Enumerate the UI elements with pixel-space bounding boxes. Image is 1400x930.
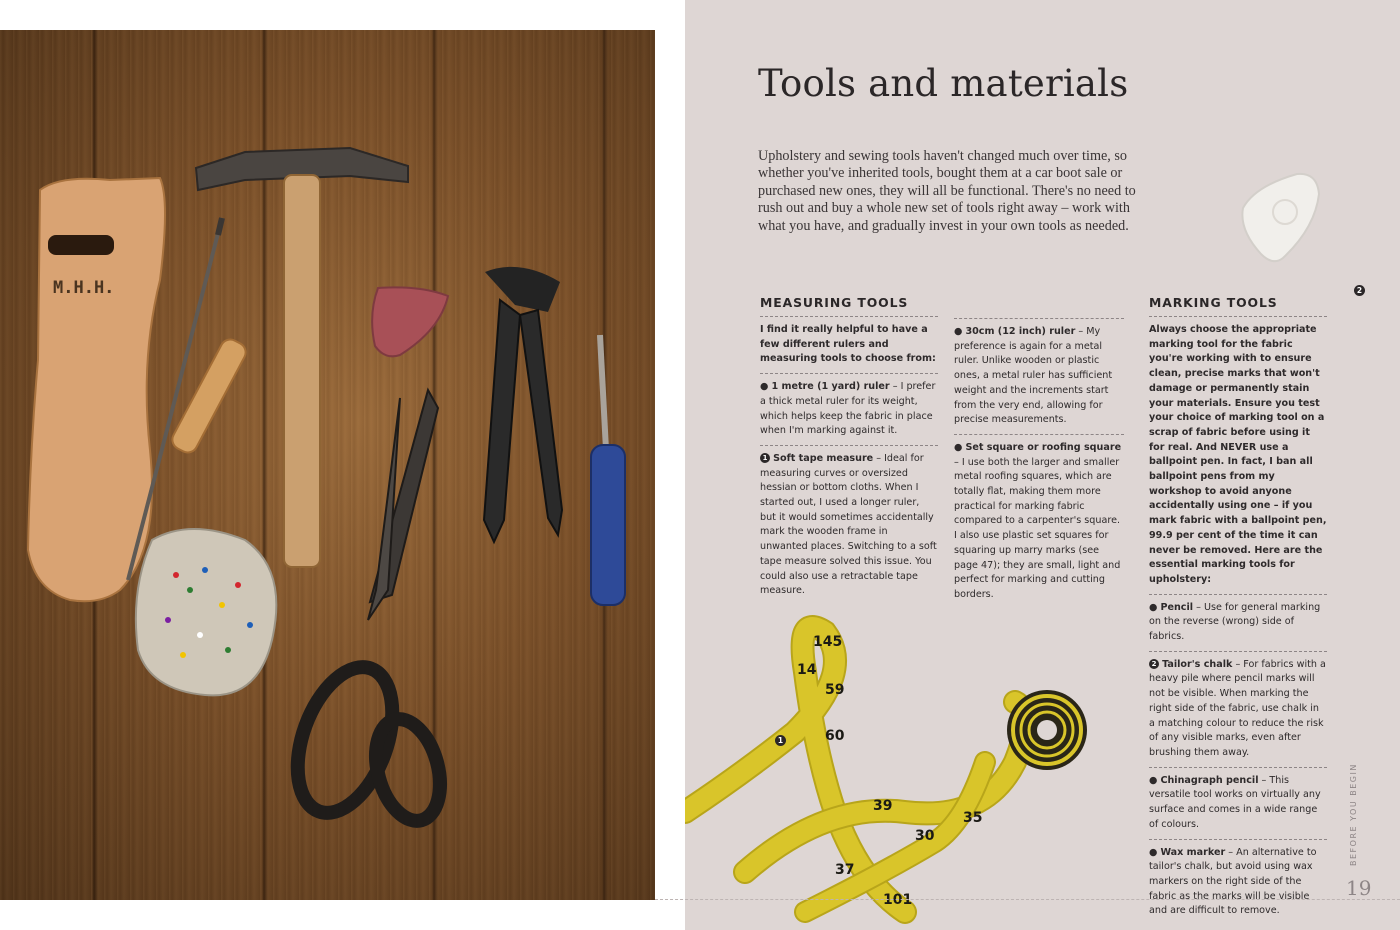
tape-measure-illustration xyxy=(685,612,1105,930)
item-text: – This versatile tool works on virtually any surface and comes in a wide range of colours. xyxy=(1149,774,1321,830)
bullet-marker: ● xyxy=(1149,846,1158,858)
tape-number: 101 xyxy=(883,892,913,908)
tack-lifter xyxy=(591,335,625,605)
tape-number: 35 xyxy=(963,810,983,826)
tools-illustration xyxy=(0,30,655,900)
item-name: Wax marker xyxy=(1160,846,1226,858)
bullet-marker: ● xyxy=(954,441,963,453)
webbing-stretcher xyxy=(28,178,165,601)
tape-number: 37 xyxy=(835,862,855,878)
tailors-chalk-illustration xyxy=(1235,168,1335,268)
measuring-tools-column xyxy=(760,295,938,605)
pincers xyxy=(484,267,562,542)
page-number: 19 xyxy=(1346,876,1372,900)
tape-number: 59 xyxy=(825,682,845,698)
item-name: Chinagraph pencil xyxy=(1160,774,1259,786)
marking-item xyxy=(1149,658,1327,761)
item-text: – I use both the larger and smaller metal roofing squares, which are totally flat, making them more practical for marking fabric compared to a carpenter's square. I also use plastic set squares for squaring up marry marks (see page 47); they are small, light and perfect for marking and cutting borders. xyxy=(954,456,1121,600)
footer-rule xyxy=(655,899,1400,900)
item-name: Soft tape measure xyxy=(773,452,874,464)
tape-number: 14 xyxy=(797,662,817,678)
marking-intro: Always choose the appropriate marking tool for the fabric you're working with to ensure clean, precise marks that won't damage or permanently stain your materials. Ensure you test your choice of marking tool on a scrap of fabric before using it for real. And NEVER use a ballpoint pen. In fact, I ban all ballpoint pens from my workshop to avoid anyone accidentally using one – if you mark fabric with a ballpoint pen, 99.9 per cent of the time it can never be removed. Here are the essential marking tools for upholstery: xyxy=(1149,324,1327,585)
divider xyxy=(1149,316,1327,317)
item-text: – My preference is again for a metal ruler. Unlike wooden or plastic ones, a metal ruler has sufficient weight and the increments start from the very end, allowing for precise measurements. xyxy=(954,326,1113,426)
tape-number: 30 xyxy=(915,828,935,844)
marking-item xyxy=(1149,774,1327,833)
divider xyxy=(1149,839,1327,840)
measuring-item xyxy=(760,380,938,439)
divider xyxy=(760,316,938,317)
divider xyxy=(760,445,938,446)
divider xyxy=(1149,594,1327,595)
item-name: 30cm (12 inch) ruler xyxy=(965,326,1076,337)
item-name: Tailor's chalk xyxy=(1162,658,1233,670)
marking-item xyxy=(1149,601,1327,645)
measuring-item xyxy=(954,441,1124,603)
tape-number: 39 xyxy=(873,798,893,814)
tape-number: 145 xyxy=(813,634,843,650)
pin-cushion xyxy=(136,529,276,695)
bullet-marker: ● xyxy=(954,326,963,337)
number-marker: 1 xyxy=(760,453,770,463)
item-text: – Use for general marking on the reverse (wrong) side of fabrics. xyxy=(1149,601,1321,643)
wooden-handle xyxy=(169,336,249,456)
text-page xyxy=(685,0,1400,930)
divider xyxy=(1149,651,1327,652)
red-chalk xyxy=(372,287,448,356)
chalk-callout: 2 xyxy=(1354,285,1365,296)
divider xyxy=(954,434,1124,435)
divider xyxy=(760,373,938,374)
measuring-tools-column-continued xyxy=(954,318,1124,609)
measuring-intro: I find it really helpful to have a few different rulers and measuring tools to choose from: xyxy=(760,324,936,365)
intro-paragraph: Upholstery and sewing tools haven't changed much over time, so whether you've inherited tools, bought them at a car boot sale or purchased new ones, they will all be functional. There's no need to rush out and buy a whole new set of tools right away – work with what you have, and gradually invest in your own tools as needed. xyxy=(758,148,1136,234)
marking-tools-column xyxy=(1149,295,1327,925)
item-text: – Ideal for measuring curves or oversized hessian or bottom cloths. When I started out, I used a longer ruler, but it would sometimes accidentally mark the wooden frame in unwanted places. Switching to a soft tape measure solved this issue. You could also use a retractable tape measure. xyxy=(760,452,937,597)
item-text: – I prefer a thick metal ruler for its weight, which helps keep the fabric in place when I'm marking against it. xyxy=(760,381,936,437)
number-marker: 2 xyxy=(1149,659,1159,669)
marking-tools-heading: MARKING TOOLS xyxy=(1149,295,1278,310)
item-name: Set square or roofing square xyxy=(965,441,1122,453)
bullet-marker: ● xyxy=(1149,774,1158,786)
tape-number: 60 xyxy=(825,728,845,744)
section-side-label: BEFORE YOU BEGIN xyxy=(1349,763,1358,866)
divider xyxy=(954,318,1124,319)
bullet-marker: ● xyxy=(760,381,769,393)
tools-photograph xyxy=(0,30,655,900)
page-title: Tools and materials xyxy=(758,62,1129,105)
item-text: – An alternative to tailor's chalk, but avoid using wax markers on the right side of the fabric as the marks will be visible and are difficult to remove. xyxy=(1149,846,1317,917)
measuring-item xyxy=(954,325,1124,428)
tape-roll xyxy=(1007,690,1087,770)
item-name: Pencil xyxy=(1160,601,1194,613)
bullet-marker: ● xyxy=(1149,601,1158,613)
ruler-engraving: M.H.H. xyxy=(53,278,115,298)
item-name: 1 metre (1 yard) ruler xyxy=(771,381,890,393)
measuring-item xyxy=(760,452,938,599)
marking-item xyxy=(1149,846,1327,920)
measuring-tools-heading: MEASURING TOOLS xyxy=(760,295,909,310)
item-text: – For fabrics with a heavy pile where pencil marks will not be visible. When marking the right side of the fabric, use chalk in a matching colour to reduce the risk of any visible marks, even after brushing them away. xyxy=(1149,658,1326,758)
divider xyxy=(1149,767,1327,768)
tape-callout: 1 xyxy=(775,735,786,746)
